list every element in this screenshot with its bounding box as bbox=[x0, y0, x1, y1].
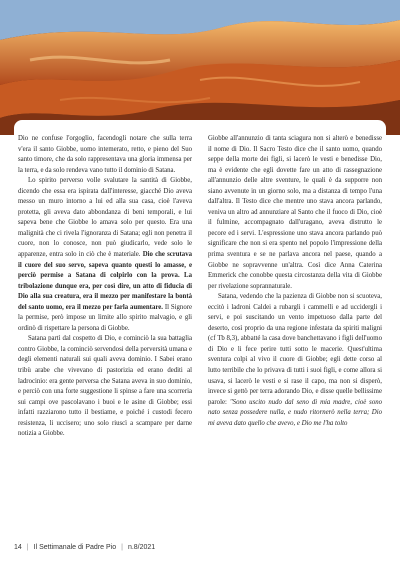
paragraph-text: Satana, vedendo che la pazienza di Giobbe non si scuoteva, eccitò i ladroni Caldei a rubargli i cammelli e ad uccidergli i servi, e poi suscitando un vento impetuoso dalla parte del deserto, così proprio da una regione infestata da spiriti maligni (cf Tb 8,3), abbatté la casa dove banchettavano i figli dell'uomo di Dio e li fece perire tutti sotto le macerie. Quest'ultima sventura colpì al vivo il cuore di Giobbe; egli dette corso al lutto terribile che lo privava di tutti i suoi figli, e come allora si usava, si lacerò le vesti e si rase il capo, ma non si disperò, invece si gettò per terra adorando Dio, e disse quelle bellissime parole: bbox=[208, 293, 382, 406]
paragraph: Dio ne confuse l'orgoglio, facendogli notare che sulla terra v'era il santo Giobbe, uomo intemerato, retto, e pieno del Suo santo timore, che da solo rappresentava una gloria immensa per la terra, e da solo rendeva vano tutto il dominio di Satana. bbox=[18, 135, 192, 174]
page-footer bbox=[14, 540, 386, 554]
magazine-title: Il Settimanale di Padre Pio bbox=[33, 543, 117, 551]
paragraph: Giobbe all'annunzio di tanta sciagura non si alterò e benedisse il nome di Dio. Il Sacro Testo dice che il santo uomo, quando seppe della morte dei figli, si lacerò le vesti e benedisse Dio, ma è evidente che egli dovette fare un atto di rassegnazione all'annunzio delle altre sventure, le quali è da supporre non siano avvenute in un giorno solo, ma a distanza di tempo l'una dall'altra. Il Testo dice che mentre uno stava ancora parlando, veniva un altro ad annunziare al Santo che il fuoco di Dio, cioè il fulmine, accompagnato dall'uragano, aveva distrutto le pecore ed i servi. L'espressione uno stava ancora parlando può significare che non si era spento nel popolo l'impressione della prima sventura e se ne parlava ancora nel paese, quando a Giobbe ne sopravvenne un'altra. Così dice Anna Caterina Emmerick che conobbe questa circostanza della vita di Giobbe per rivelazione soprannaturale. bbox=[208, 135, 382, 290]
paragraph-bold-text: Dio che scrutava il cuore del suo servo, sapeva quanto questi lo amasse, e perciò permise a Satana di colpirlo con la prova. La tribolazione dunque era, per così dire, un atto di fiducia di Dio alla sua creatura, era il mezzo per manifestare la bontà del santo uomo, era il mezzo per farla aumentare. bbox=[18, 251, 193, 311]
paragraph-text: Lo spirito perverso volle svalutare la santità di Giobbe, dicendo che essa era ispirata dall'interesse, giacché Dio aveva messo un muro intorno a lui ed alla sua casa, cioè l'aveva protetta, gli aveva dato abbondanza di beni temporali, e lui sapeva bene che Giobbe lo amava solo per questo. Era una malignità che ci rivela l'ignoranza di Satana; egli non penetra il cuore, non lo conosce, non può giudicarlo, vede solo le apparenze, entra solo in ciò che è materiale. bbox=[18, 177, 192, 259]
text-column-left bbox=[18, 134, 192, 440]
hero-image-canyon bbox=[0, 0, 400, 135]
paragraph-italic-text: "Sono uscito nudo dal seno di mia madre, cioè sono nato senza possedere nulla, e nudo ritornerò nella terra; Dio mi aveva dato quello che avevo, e Dio me l'ha tolto bbox=[208, 398, 383, 427]
paragraph: Satana partì dal cospetto di Dio, e cominciò la sua battaglia contro Giobbe, la cominciò servendosi della perversità umana e degli elementi naturali sui quali aveva dominio. I Sabei erano tribù arabe che vivevano di pastorizia ed erano dediti al ladrocinio: era gente perversa che Satana aveva in suo dominio, e perciò con una forte suggestione li spinse a fare una scorreria sui campi ove pascolavano i buoi e le asine di Giobbe; essi infatti razziarono tutto il bestiame, e poiché i custodi fecero resistenza, li uccisero; uno solo riuscì a scampare per darne notizia a Giobbe. bbox=[18, 335, 192, 438]
footer-separator: | bbox=[26, 543, 29, 551]
paragraph bbox=[18, 176, 192, 334]
text-column-right bbox=[208, 134, 382, 429]
footer-separator: | bbox=[121, 543, 123, 551]
paragraph bbox=[208, 292, 382, 429]
issue-number: n.8/2021 bbox=[127, 543, 156, 551]
article-body bbox=[14, 120, 386, 528]
paragraph-text: Il Signore la permise, però impose un limite allo spirito malvagio, e gli ordinò di rispettare la persona di Giobbe. bbox=[18, 303, 192, 332]
page-number: 14 bbox=[14, 543, 22, 551]
